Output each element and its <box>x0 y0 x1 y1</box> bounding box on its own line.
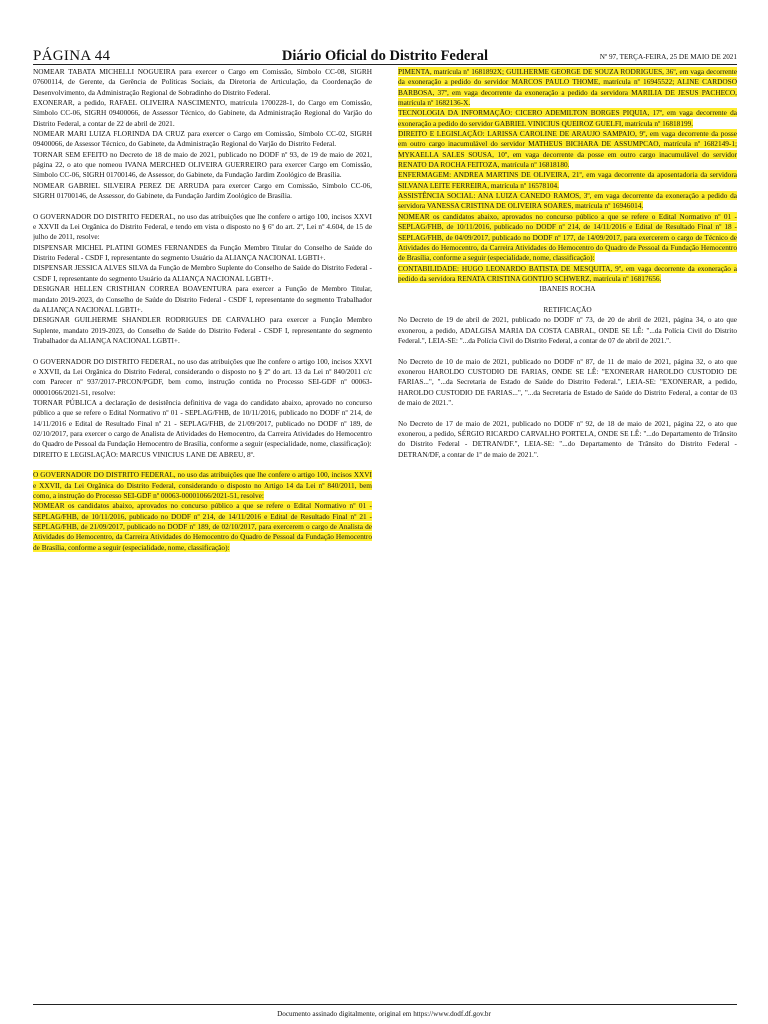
paragraph-text: No Decreto de 19 de abril de 2021, publicado no DODF nº 73, de 20 de abril de 2021, página 34, o ato que exonerou, a pedido, ADALGISA MARIA DA COSTA CABRAL, ONDE SE LÊ: "...da Polícia Civil do Distrito Federal.", LEIA-SE: "...da Polícia Civil do Distrito Federal, a contar de 07 de abril de 2021.". <box>398 315 737 345</box>
paragraph-text: NOMEAR GABRIEL SILVEIRA PEREZ DE ARRUDA para exercer Cargo em Comissão, Símbolo CC-06, SIGRH 01700146, de Assessor, do Gabinete, da Fundação Jardim Zoológico de Brasília. <box>33 180 372 201</box>
paragraph <box>33 284 372 315</box>
paragraph-text: NOMEAR MARI LUIZA FLORINDA DA CRUZ para exercer o Cargo em Comissão, Símbolo CC-02, SIGRH 09400066, de Assessor Técnico, do Gabinete, da Administração Regional do Varjão do Distrito Federal. <box>33 129 372 149</box>
left-column <box>33 67 372 1001</box>
paragraph <box>398 170 737 191</box>
paragraph-text: EXONERAR, a pedido, RAFAEL OLIVEIRA NASCIMENTO, matrícula 1700228-1, do Cargo em Comissão, Símbolo CC-06, SIGRH 09400066, de Assessor Técnico, do Gabinete, da Administração Regional do Varjão do Distrito Federal, a contar de 22 de abril de 2021. <box>33 98 372 128</box>
paragraph-text: NOMEAR TABATA MICHELLI NOGUEIRA para exercer o Cargo em Comissão, Símbolo CC-08, SIGRH 07600114, de Gerente, da Gerência de Políticas Sociais, da Diretoria de Articulação, da Coordenação de Desenvolvimento, da Administração Regional de Sobradinho do Distrito Federal. <box>33 67 372 97</box>
paragraph-text: TORNAR PÚBLICA a declaração de desistência definitiva de vaga do candidato abaixo, aprovado no concurso público a que se refere o Edital Normativo nº 01 - SEPLAG/FHB, de 10/11/2016, publicado no DODF nº 214, de 14/11/2016 e Edital de Resultado Final nº 21 - SEPLAG/FHB, de 21/09/2017, publicado no DODF nº 189, de 02/10/2017, para exercer o cargo de Analista de Atividades do Hemocentro, da Carreira Atividades do Hemocentro do Quadro de Pessoal da Fundação Hemocentro de Brasília, conforme a seguir (especialidade, nome, classificação): <box>33 397 372 449</box>
paragraph <box>398 315 737 346</box>
highlighted-text: ASSISTÊNCIA SOCIAL: ANA LUIZA CANEDO RAMOS, 3º, em vaga decorrente da exoneração a pedido da servidora VANESSA CRISTINA DE OLIVEIRA SOARES, matrícula nº 16946014. <box>398 191 737 211</box>
highlighted-text: NOMEAR os candidatos abaixo, aprovados no concurso público a que se refere o Edital Normativo nº 01 - SEPLAG/FHB, de 10/11/2016, publicado no DODF nº 214, de 14/11/2016 e Edital de Resultado Final nº 18 - SEPLAG/FHB, de 04/09/2017, publicado no DODF nº 177, de 14/09/2017, para exercerem o cargo de Técnico de Atividades do Hemocentro, da Carreira Atividades do Hemocentro do Quadro de Pessoal da Fundação Hemocentro de Brasília, conforme a seguir (especialidade, nome, classificação): <box>398 211 737 263</box>
paragraph-text: TORNAR SEM EFEITO no Decreto de 18 de maio de 2021, publicado no DODF nº 93, de 19 de maio de 2021, página 22, o ato que nomeou IVANA MERCHED OLIVEIRA GUERREIRO para exercer Cargo em Comissão, Símbolo CC-06, SIGRH 01700146, de Assessor, do Gabinete, da Fundação Jardim Zoológico de Brasília. <box>33 149 372 180</box>
paragraph <box>33 501 372 553</box>
paragraph-text: RETIFICAÇÃO <box>543 304 592 314</box>
highlighted-text: CONTABILIDADE: HUGO LEONARDO BATISTA DE MESQUITA, 9º, em vaga decorrente da exoneração a pedido da servidora RENATA CRISTINA GONTIJO SCHWERZ, matrícula nº 16817656. <box>398 263 737 283</box>
paragraph-text: DIREITO E LEGISLAÇÃO: MARCUS VINICIUS LANE DE ABREU, 8º. <box>33 449 255 459</box>
footer-divider <box>33 1004 737 1005</box>
paragraph <box>33 181 372 202</box>
highlighted-text: O GOVERNADOR DO DISTRITO FEDERAL, no uso das atribuições que lhe confere o artigo 100, incisos XXVI e XXVII, da Lei Orgânica do Distrito Federal, considerando o disposto no Artigo 14 da Lei nº 840/2011, bem como, a instrução do Processo SEI-GDF nº 00063-00001066/2021-51, resolve: <box>33 470 372 500</box>
paragraph <box>398 129 737 170</box>
paragraph <box>33 263 372 284</box>
paragraph-text: DESIGNAR HELLEN CRISTHIAN CORREA BOAVENTURA para exercer a Função de Membro Titular, mandato 2019-2023, do Conselho de Saúde do Distrito Federal - CSDF I, representante do segmento Trabalhador da ALIANÇA NACIONAL LGBTI+. <box>33 284 372 314</box>
paragraph <box>398 357 737 409</box>
paragraph <box>398 212 737 264</box>
paragraph <box>398 264 737 285</box>
paragraph <box>33 150 372 181</box>
paragraph-text: No Decreto de 10 de maio de 2021, publicado no DODF nº 87, de 11 de maio de 2021, página 32, o ato que exonerou HAROLDO CUSTODIO DE FARIAS, ONDE SE LÊ: "EXONERAR HAROLDO CUSTODIO DE FARIAS...", "...da Secretaria de Estado de Saúde do Distrito Federal.", LEIA-SE: "EXONERAR, a pedido, HAROLDO CUSTODIO DE FARIAS...", "...da Secretaria de Estado de Saúde do Distrito Federal, a contar de 03 de maio de 2021.". <box>398 356 737 407</box>
paragraph <box>33 470 372 501</box>
paragraph-text: DISPENSAR MICHEL PLATINI GOMES FERNANDES da Função Membro Titular do Conselho de Saúde do Distrito Federal - CSDF I, representante do segmento Usuário da ALIANÇA NACIONAL LGBTI+. <box>33 242 372 263</box>
highlighted-text: DIREITO E LEGISLAÇÃO: LARISSA CAROLINE DE ARAUJO SAMPAIO, 9º, em vaga decorrente da posse em outro cargo inacumulável do servidor MATHEUS BICHARA DE ASSUMPCAO, matrícula nº 1682149-1; MYKAELLA SALES SOUSA, 10º, em vaga decorrente da posse em outro cargo inacumulável do servidor RENATO DA ROCHA FEITOZA, matrícula nº 16818180. <box>398 129 737 170</box>
paragraph <box>33 450 372 460</box>
paragraph <box>33 243 372 264</box>
paragraph-text: DESIGNAR GUILHERME SHANDLER RODRIGUES DE CARVALHO para exercer a Função Membro Suplente, mandato 2019-2023, do Conselho de Saúde do Distrito Federal - CSDF I, representante do segmento Trabalhador da ALIANÇA NACIONAL LGBTI+. <box>33 315 372 345</box>
paragraph <box>398 305 737 315</box>
journal-title: Diário Oficial do Distrito Federal <box>281 48 489 64</box>
paragraph <box>398 191 737 212</box>
paragraph <box>33 315 372 346</box>
paragraph-text: O GOVERNADOR DO DISTRITO FEDERAL, no uso das atribuições que lhe confere o artigo 100, incisos XXVI e XXVII, da Lei Orgânica do Distrito Federal, considerando o disposto no § 2º do art. 13 da Lei nº 840/2011 c/c com Parecer nº 937/2017-PRCON/PGDF, bem como, instrução contida no Processo SEI-GDF nº 00063-00001066/2021-51, resolve: <box>33 356 372 397</box>
paragraph-text: IBANEIS ROCHA <box>539 284 596 294</box>
paragraph <box>398 108 737 129</box>
paragraph-text: O GOVERNADOR DO DISTRITO FEDERAL, no uso das atribuições que lhe confere o artigo 100, incisos XXVI e XXVII da Lei Orgânica do Distrito Federal, e tendo em vista o disposto no § 6º do art. 2º, Lei nº 4.604, de 15 de julho de 2011, resolve: <box>33 211 372 242</box>
right-column <box>398 67 737 1001</box>
edition-date: Nº 97, TERÇA-FEIRA, 25 DE MAIO DE 2021 <box>599 53 737 61</box>
highlighted-text: TECNOLOGIA DA INFORMAÇÃO: CICERO ADEMILTON BORGES PIQUIA, 17º, em vaga decorrente da exoneração a pedido do servidor GABRIEL VINICIUS QUEIROZ GUELFI, matrícula nº 16818199. <box>398 108 737 128</box>
paragraph <box>33 212 372 243</box>
paragraph <box>398 67 737 108</box>
paragraph <box>33 357 372 398</box>
footer-note: Documento assinado digitalmente, original em https://www.dodf.df.gov.br <box>277 1010 491 1018</box>
paragraph <box>398 284 737 294</box>
highlighted-text: ENFERMAGEM: ANDREA MARTINS DE OLIVEIRA, 21º, em vaga decorrente da aposentadoria da servidora SILVANA LEITE FERREIRA, matrícula nº 16578104. <box>398 170 737 190</box>
paragraph-text: No Decreto de 17 de maio de 2021, publicado no DODF nº 92, de 18 de maio de 2021, página 22, o ato que exonerou, a pedido, SÉRGIO RICARDO CARVALHO PORTELA, ONDE SE LÊ: "...do Departamento de Trânsito do Distrito Federal - DETRAN/DF.", LEIA-SE: "...do Departamento de Trânsito do Distrito Federal - DETRAN/DF, a contar de 1º de maio de 2021.". <box>398 418 737 459</box>
paragraph-text: DISPENSAR JESSICA ALVES SILVA da Função de Membro Suplente do Conselho de Saúde do Distrito Federal - CSDF I, representante do segmento Usuário da ALIANÇA NACIONAL LGBTI+. <box>33 263 372 283</box>
paragraph <box>33 67 372 98</box>
paragraph <box>398 419 737 460</box>
paragraph <box>33 98 372 129</box>
paragraph <box>33 398 372 450</box>
header-divider <box>33 64 737 65</box>
paragraph <box>33 129 372 150</box>
highlighted-text: NOMEAR os candidatos abaixo, aprovados no concurso público a que se refere o Edital Normativo nº 01 - SEPLAG/FHB, de 10/11/2016, publicado no DODF nº 214, de 14/11/2016 e Edital de Resultado Final nº 21 - SEPLAG/FHB, de 21/09/2017, publicado no DODF nº 189, de 02/10/2017, para exercerem o cargo de Analista de Atividades do Hemocentro, da Carreira Atividades do Hemocentro do Quadro de Pessoal da Fundação Hemocentro de Brasília, conforme a seguir (especialidade, nome, classificação): <box>33 501 372 552</box>
highlighted-text: PIMENTA, matrícula nº 1681892X; GUILHERME GEORGE DE SOUZA RODRIGUES, 36º, em vaga decorrente da exoneração a pedido do servidor MARCOS PAULO THOME, matrícula nº 16945522; ALINE CARDOSO BARBOSA, 37º, em vaga decorrente da exoneração a pedido da servidora MARILIA DE JESUS PACHECO, matrícula nº 1682136-X. <box>398 67 737 108</box>
page-number: PÁGINA 44 <box>33 48 111 64</box>
